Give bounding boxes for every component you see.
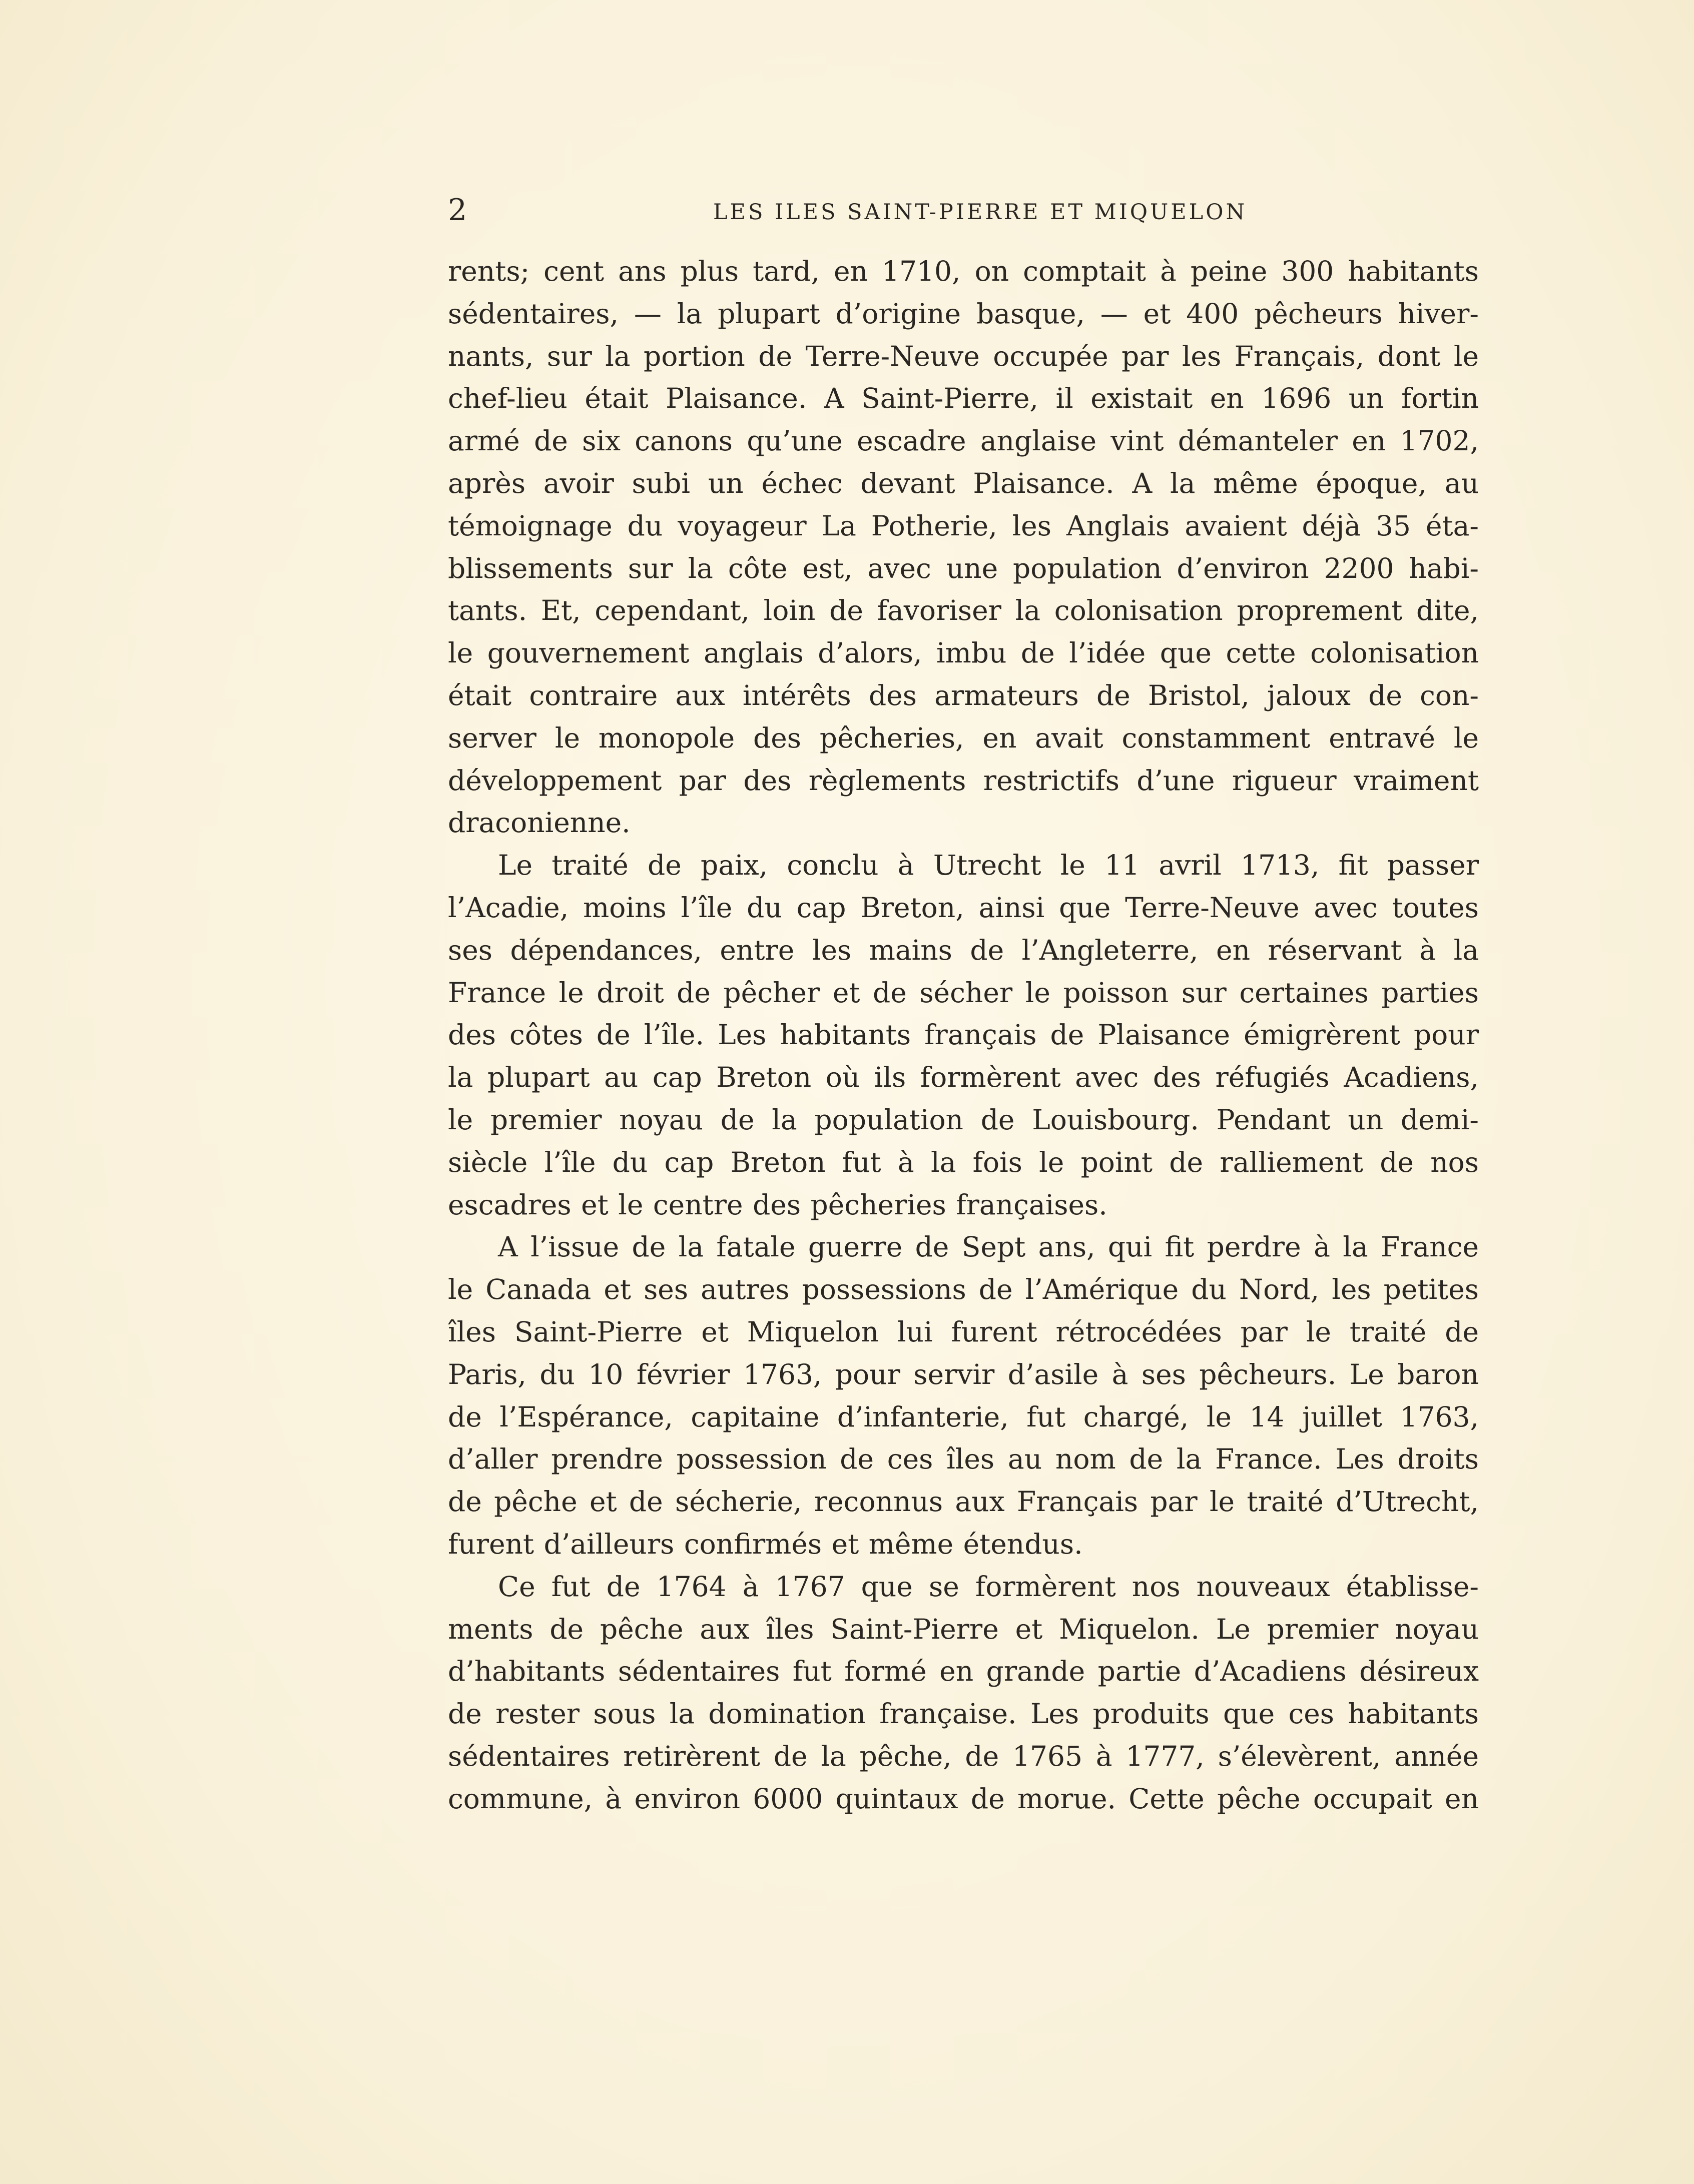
text-line: rents; cent ans plus tard, en 1710, on comptait à peine 300 habitants (448, 255, 1479, 287)
text-line: des côtes de l’île. Les habitants français de Plaisance émigrèrent pour (448, 1019, 1479, 1051)
text-line: commune, à environ 6000 quintaux de morue. Cette pêche occupait en (448, 1782, 1479, 1815)
page-number: 2 (448, 193, 467, 228)
text-line: France le droit de pêcher et de sécher le poisson sur certaines parties (448, 976, 1479, 1009)
text-line: d’aller prendre possession de ces îles au nom de la France. Les droits (448, 1443, 1479, 1476)
text-line: nants, sur la portion de Terre-Neuve occupée par les Français, dont le (448, 340, 1479, 372)
text-line: de rester sous la domination française. Les produits que ces habitants (448, 1698, 1479, 1730)
text-line: sédentaires, — la plupart d’origine basque, — et 400 pêcheurs hiver- (448, 297, 1479, 330)
text-line: armé de six canons qu’une escadre anglaise vint démanteler en 1702, (448, 425, 1479, 457)
text-line: de pêche et de sécherie, reconnus aux Français par le traité d’Utrecht, (448, 1486, 1479, 1518)
text-line: chef-lieu était Plaisance. A Saint-Pierre, il existait en 1696 un fortin (448, 382, 1479, 415)
text-line: îles Saint-Pierre et Miquelon lui furent rétrocédées par le traité de (448, 1315, 1479, 1348)
text-line: siècle l’île du cap Breton fut à la fois le point de ralliement de nos (448, 1146, 1479, 1178)
text-line: blissements sur la côte est, avec une population d’environ 2200 habi- (448, 552, 1479, 584)
text-line: A l’issue de la fatale guerre de Sept ans, qui fit perdre à la France (498, 1231, 1479, 1263)
text-line: le premier noyau de la population de Louisbourg. Pendant un demi- (448, 1103, 1479, 1136)
text-line: furent d’ailleurs confirmés et même étendus. (448, 1528, 1083, 1560)
text-line: le Canada et ses autres possessions de l’Amérique du Nord, les petites (448, 1273, 1479, 1306)
text-line: le gouvernement anglais d’alors, imbu de l’idée que cette colonisation (448, 637, 1479, 669)
text-line: sédentaires retirèrent de la pêche, de 1765 à 1777, s’élevèrent, année (448, 1740, 1479, 1772)
text-line: d’habitants sédentaires fut formé en grande partie d’Acadiens désireux (448, 1655, 1479, 1688)
text-line: la plupart au cap Breton où ils formèrent avec des réfugiés Acadiens, (448, 1061, 1479, 1094)
text-line: Ce fut de 1764 à 1767 que se formèrent nos nouveaux établisse- (498, 1570, 1479, 1603)
text-line: après avoir subi un échec devant Plaisance. A la même époque, au (448, 467, 1479, 499)
page-header (448, 190, 1248, 235)
text-line: ses dépendances, entre les mains de l’Angleterre, en réservant à la (448, 934, 1479, 966)
text-line: ments de pêche aux îles Saint-Pierre et Miquelon. Le premier noyau (448, 1613, 1479, 1645)
text-line: Le traité de paix, conclu à Utrecht le 11 avril 1713, fit passer (498, 849, 1479, 882)
text-line: Paris, du 10 février 1763, pour servir d’asile à ses pêcheurs. Le baron (448, 1358, 1479, 1390)
text-line: de l’Espérance, capitaine d’infanterie, fut chargé, le 14 juillet 1763, (448, 1400, 1479, 1433)
running-title: LES ILES SAINT-PIERRE ET MIQUELON (713, 200, 1248, 225)
text-line: tants. Et, cependant, loin de favoriser la colonisation proprement dite, (448, 594, 1479, 627)
text-line: l’Acadie, moins l’île du cap Breton, ainsi que Terre-Neuve avec toutes (448, 891, 1479, 924)
text-line: témoignage du voyageur La Potherie, les Anglais avaient déjà 35 éta- (448, 509, 1479, 542)
text-line: était contraire aux intérêts des armateurs de Bristol, jaloux de con- (448, 679, 1479, 711)
text-line: draconienne. (448, 807, 631, 839)
text-line: escadres et le centre des pêcheries françaises. (448, 1188, 1107, 1221)
text-line: développement par des règlements restrictifs d’une rigueur vraiment (448, 764, 1479, 797)
text-line: server le monopole des pêcheries, en avait constamment entravé le (448, 721, 1479, 754)
body-text (448, 250, 1479, 1820)
